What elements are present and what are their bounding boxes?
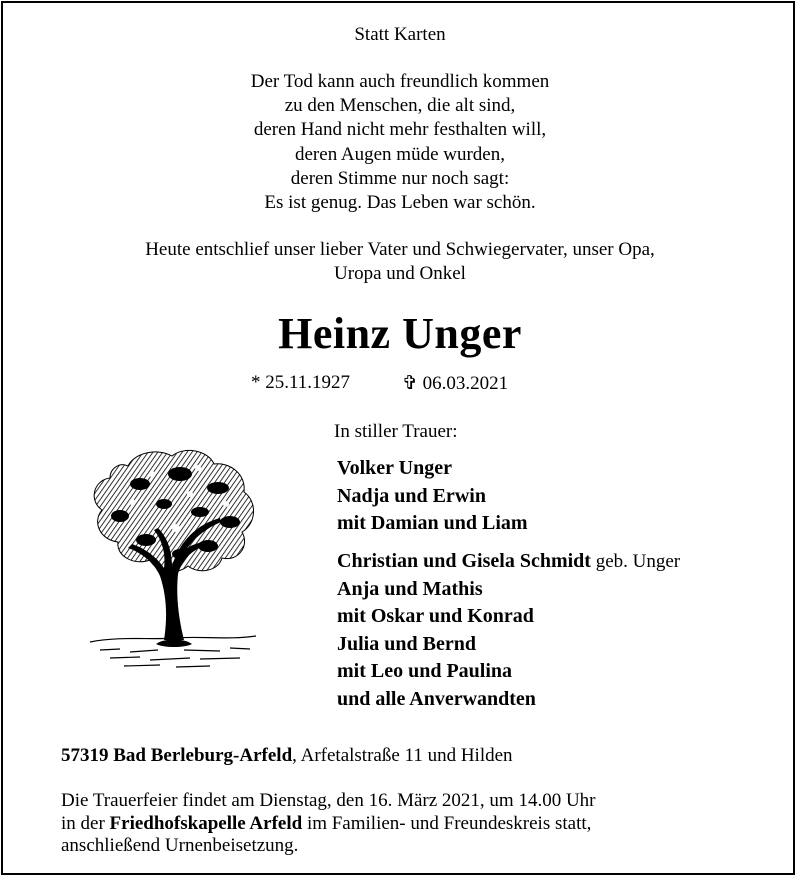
maiden-name-note: geb. Unger: [590, 551, 681, 572]
mourner-line: Volker Unger: [337, 457, 452, 479]
service-line: Die Trauerfeier findet am Dienstag, den 16. März 2021, um 14.00 Uhr: [61, 790, 596, 811]
deceased-name: Heinz Unger: [278, 309, 522, 358]
intro-text: [0, 238, 800, 286]
service-line: [61, 813, 596, 836]
mourner-line: mit Leo und Paulina: [337, 660, 513, 682]
poem-line: Es ist genug. Das Leben war schön.: [264, 192, 536, 214]
poem-line: deren Hand nicht mehr festhalten will,: [253, 119, 547, 141]
service-text: im Familien- und Freundeskreis statt,: [302, 812, 592, 834]
poem-line: deren Stimme nur noch sagt:: [290, 167, 510, 189]
poem: [0, 70, 800, 215]
address-city: 57319 Bad Berleburg-Arfeld: [61, 745, 293, 766]
mourner-line: mit Oskar und Konrad: [337, 605, 534, 627]
header-text: Statt Karten: [354, 24, 446, 45]
mourner-line: und alle Anverwandten: [337, 687, 536, 710]
death-date: ✞ 06.03.2021: [402, 373, 509, 394]
mourner-line: Anja und Mathis: [337, 577, 483, 600]
mourner-line: Nadja und Erwin: [337, 484, 486, 507]
mourner-line: [337, 548, 680, 576]
service-text: in der: [61, 812, 110, 834]
intro-line: Heute entschlief unser lieber Vater und Schwiegervater, unser Opa,: [145, 239, 655, 260]
mourners-group-1: [337, 455, 528, 538]
intro-line: Uropa und Onkel: [334, 263, 466, 284]
poem-line: Der Tod kann auch freundlich kommen: [250, 71, 550, 92]
mourner-name: Christian und Gisela Schmidt: [337, 550, 591, 572]
birth-date: * 25.11.1927: [251, 372, 351, 393]
poem-line: zu den Menschen, die alt sind,: [284, 95, 516, 117]
mourner-line: mit Damian und Liam: [337, 512, 528, 534]
poem-line: deren Augen müde wurden,: [295, 143, 505, 165]
tree-icon: [80, 444, 262, 676]
mourners-label: In stiller Trauer:: [334, 421, 458, 442]
service-info: [61, 790, 596, 858]
address: [61, 745, 513, 767]
mourners-group-2: [337, 548, 680, 713]
service-line: anschließend Urnenbeisetzung.: [61, 835, 299, 856]
mourner-line: Julia und Bernd: [337, 632, 476, 655]
address-street: , Arfetalstraße 11 und Hilden: [292, 745, 513, 766]
chapel-name: Friedhofskapelle Arfeld: [109, 812, 303, 834]
